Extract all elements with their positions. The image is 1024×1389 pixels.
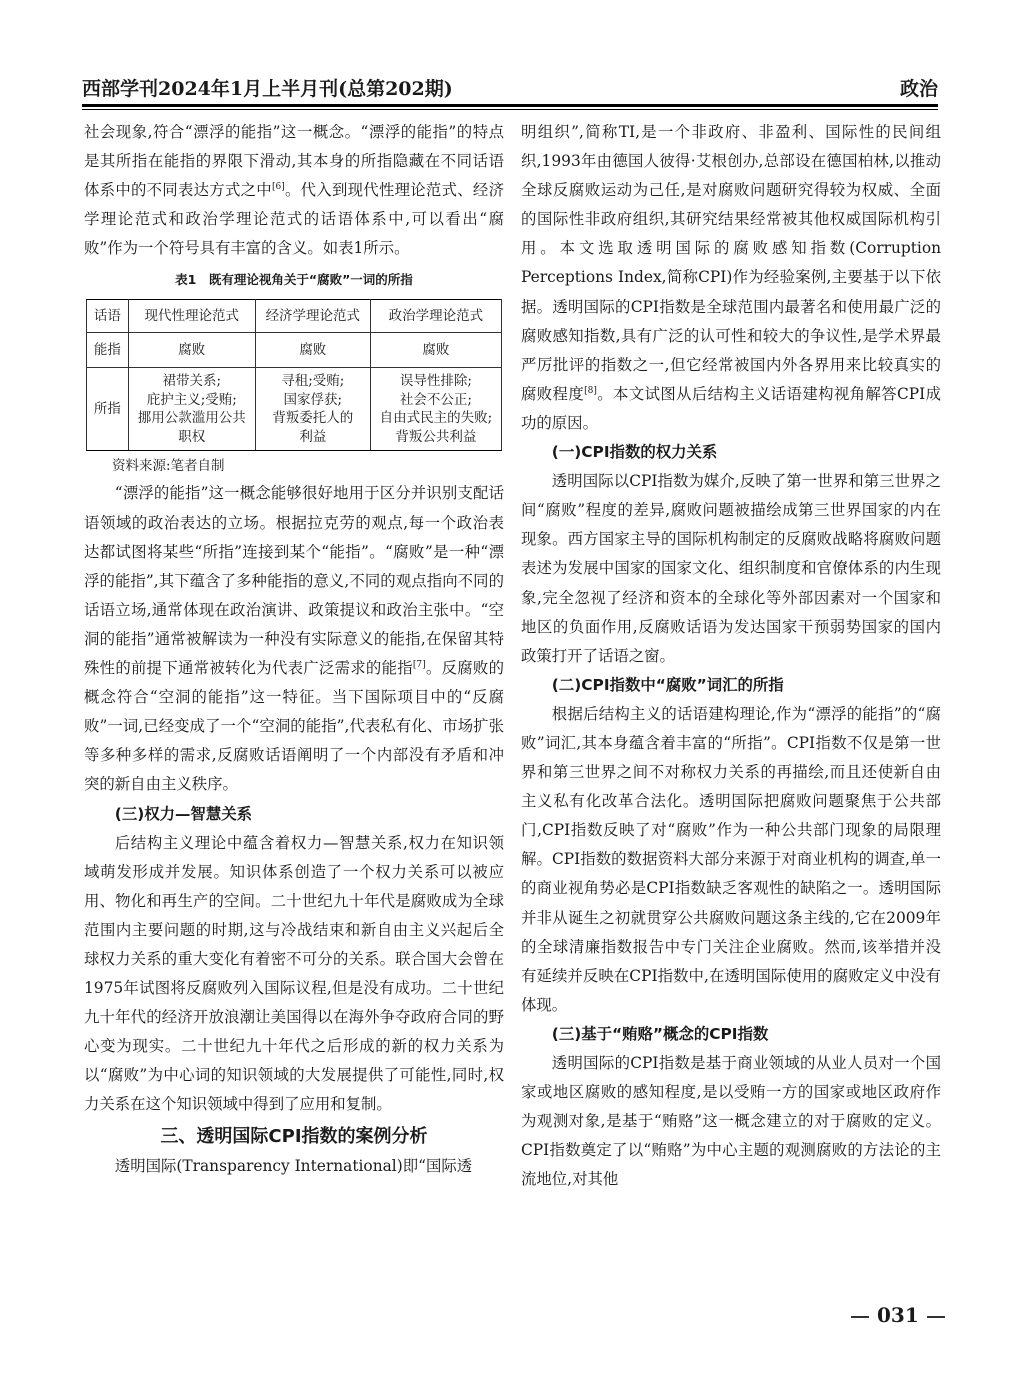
- header-rule-thin: [82, 109, 938, 110]
- table-header-row: [87, 300, 502, 333]
- paragraph: 社会现象,符合“漂浮的能指”这一概念。“漂浮的能指”的特点是其所指在能指的界限下滑动,其本身的所指隐藏在不同话语体系中的不同表达方式之中[6]。代入到现代性理论范式、经济学理论范式和政治学理论范式的话语体系中,可以看出“腐败”作为一个符号具有丰富的含义。如表1所示。: [84, 123, 504, 258]
- table-row: [87, 333, 502, 368]
- table-cell: 裙带关系; 庇护主义;受贿; 挪用公款滥用公共 职权: [128, 368, 255, 451]
- table-row: [87, 368, 502, 451]
- paragraph: 明组织”,简称TI,是一个非政府、非盈利、国际性的民间组织,1993年由德国人彼得·艾根创办,总部设在德国柏林,以推动全球反腐败运动为己任,是对腐败问题研究得较为权威、全面的国际性非政府组织,其研究结果经常被其他权威国际机构引用。本文选取透明国际的腐败感知指数(Corruption Perceptions Index,简称CPI)作为经验案例,主要基于以下依据。透明国际的CPI指数是全球范围内最著名和使用最广泛的腐败感知指数,具有广泛的认可性和较大的争议性,是学术界最严厉批评的指数之一,但它经常被国内外各界用来比较真实的腐败程度[8]。本文试图从后结构主义话语建构视角解答CPI成功的原因。: [521, 123, 941, 432]
- table-cell: 腐败: [370, 333, 501, 368]
- table-header-cell: 经济学理论范式: [255, 300, 370, 333]
- subsection-heading: (三)基于“贿赂”概念的CPI指数: [551, 1024, 769, 1043]
- paragraph: 透明国际的CPI指数是基于商业领域的从业人员对一个国家或地区腐败的感知程度,是以受贿一方的国家或地区政府作为观测对象,是基于“贿赂”这一概念建立的对于腐败的定义。CPI指数奠定了以“贿赂”为中心主题的观测腐败的方法论的主流地位,对其他: [521, 1054, 941, 1189]
- citation: [8]: [584, 385, 597, 396]
- subsection-heading: (三)权力—智慧关系: [114, 804, 252, 823]
- header-rule: [82, 104, 938, 107]
- table-header-cell: 话语: [87, 300, 129, 333]
- signifier-table: [86, 299, 502, 451]
- table-header-cell: 现代性理论范式: [128, 300, 255, 333]
- citation: [7]: [412, 659, 426, 670]
- table-cell: 寻租;受贿; 国家俘获; 背叛委托人的 利益: [255, 368, 370, 451]
- paragraph: 透明国际以CPI指数为媒介,反映了第一世界和第三世界之间“腐败”程度的差异,腐败问题被描绘成第三世界国家的内在现象。西方国家主导的国际机构制定的反腐败战略将腐败问题表述为发展中国家的国家文化、组织制度和官僚体系的内生现象,完全忽视了经济和资本的全球化等外部因素对一个国家和地区的负面作用,反腐败话语为发达国家干预弱势国家的国内政策打开了话语之窗。: [521, 472, 941, 665]
- subsection-heading: (一)CPI指数的权力关系: [551, 443, 718, 462]
- paragraph: “漂浮的能指”这一概念能够很好地用于区分并识别支配话语领域的政治表达的立场。根据拉克劳的观点,每一个政治表达都试图将某些“所指”连接到某个“能指”。“腐败”是一种“漂浮的能指”,其下蕴含了多种能指的意义,不同的观点指向不同的话语立场,通常体现在政治演讲、政策提议和政治主张中。“空洞的能指”通常被解读为一种没有实际意义的能指,在保留其特殊性的前提下通常被转化为代表广泛需求的能指[7]。反腐败的概念符合“空洞的能指”这一特征。当下国际项目中的“反腐败”一词,已经变成了一个“空洞的能指”,代表私有化、市场扩张等多种多样的需求,反腐败话语阐明了一个内部没有矛盾和冲突的新自由主义秩序。: [84, 484, 504, 794]
- paragraph: 透明国际(Transparency International)即“国际透: [114, 1156, 473, 1175]
- paragraph: 后结构主义理论中蕴含着权力—智慧关系,权力在知识领域萌发形成并发展。知识体系创造了一个权力关系可以被应用、物化和再生产的空间。二十世纪九十年代是腐败成为全球范围内主要问题的时期,这与冷战结束和新自由主义兴起后全球权力关系的重大变化有着密不可分的关系。联合国大会曾在1975年试图将反腐败列入国际议程,但是没有成功。二十世纪九十年代的经济开放浪潮让美国得以在海外争夺政府合同的野心变为现实。二十世纪九十年代之后形成的新的权力关系为以“腐败”为中心词的知识领域的大发展提供了可能性,同时,权力关系在这个知识领域中得到了应用和复制。: [84, 833, 504, 1114]
- table-cell: 腐败: [255, 333, 370, 368]
- dash-right: [927, 1316, 945, 1318]
- row-label: 能指: [87, 333, 129, 368]
- table-header-cell: 政治学理论范式: [370, 300, 501, 333]
- page-header: [82, 70, 938, 106]
- dash-left: [851, 1316, 869, 1318]
- row-label: 所指: [87, 368, 129, 451]
- table-caption: 表1 既有理论视角关于“腐败”一词的所指: [175, 272, 413, 288]
- citation: [6]: [271, 182, 285, 193]
- journal-title: 西部学刊2024年1月上半月刊(总第202期): [82, 78, 453, 100]
- left-column: [84, 118, 504, 1181]
- page-number: 031: [843, 1303, 953, 1327]
- right-column: [521, 118, 941, 1194]
- table-source: 资料来源:笔者自制: [112, 458, 225, 475]
- paragraph: 根据后结构主义的话语建构理论,作为“漂浮的能指”的“腐败”词汇,其本身蕴含着丰富的“所指”。CPI指数不仅是第一世界和第三世界之间不对称权力关系的再描绘,而且还使新自由主义私有化改革合法化。透明国际把腐败问题聚焦于公共部门,CPI指数反映了对“腐败”作为一种公共部门现象的局限理解。CPI指数的数据资料大部分来源于对商业机构的调查,单一的商业视角势必是CPI指数缺乏客观性的缺陷之一。透明国际并非从诞生之初就贯穿公共腐败问题这条主线的,它在2009年的全球清廉指数报告中专门关注企业腐败。然而,该举措并没有延续并反映在CPI指数中,在透明国际使用的腐败定义中没有体现。: [521, 704, 941, 1014]
- subsection-heading: (二)CPI指数中“腐败”词汇的所指: [551, 675, 784, 694]
- table-cell: 腐败: [128, 333, 255, 368]
- section-label: 政治: [899, 78, 938, 100]
- section-heading: 三、透明国际CPI指数的案例分析: [160, 1125, 428, 1147]
- table-cell: 误导性排除; 社会不公正; 自由式民主的失败; 背叛公共利益: [370, 368, 501, 451]
